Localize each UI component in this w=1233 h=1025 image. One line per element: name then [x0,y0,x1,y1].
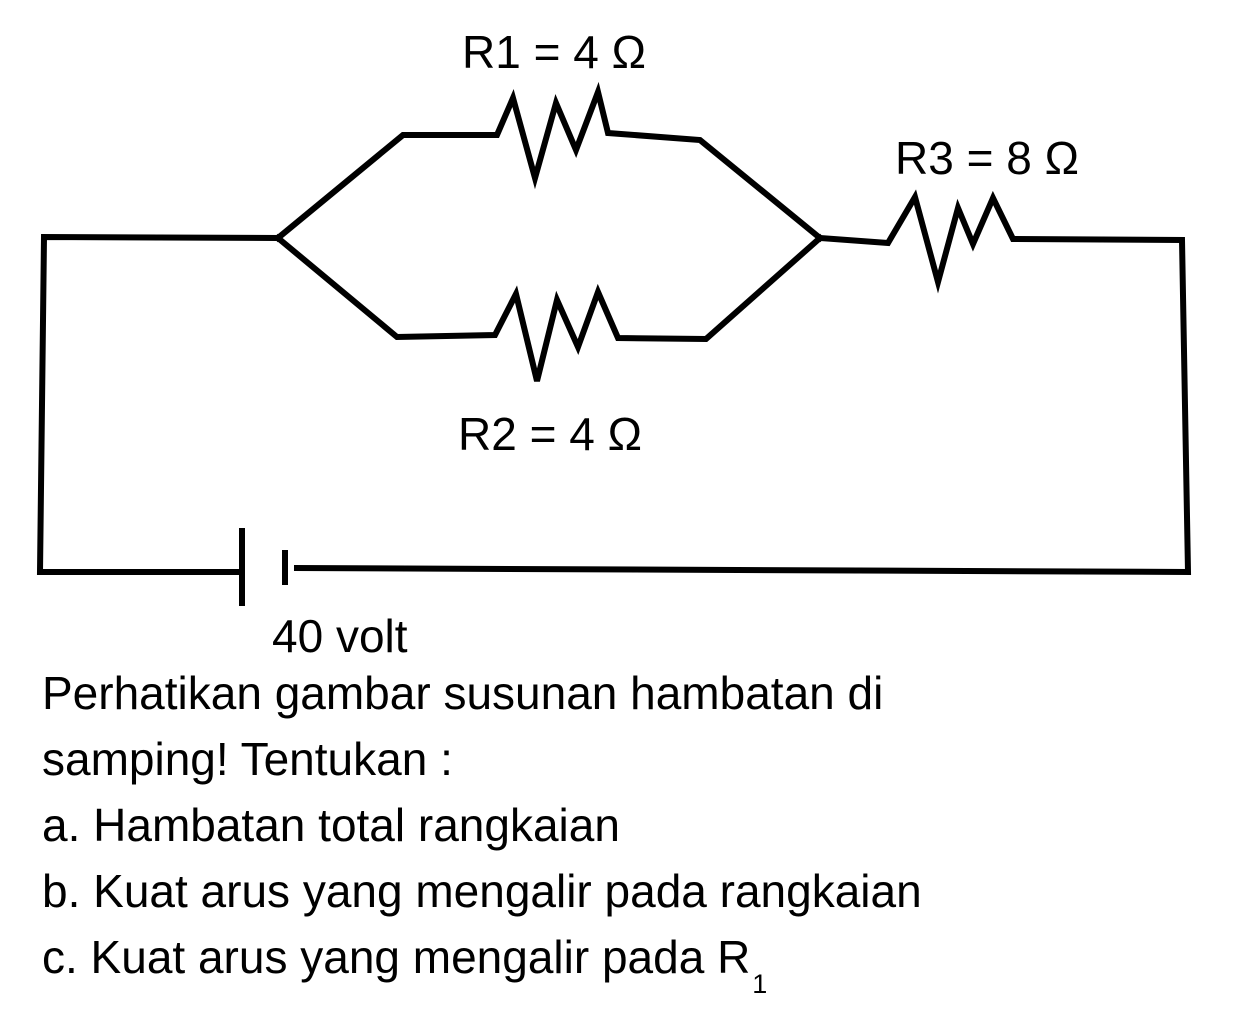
question-item-c-text: c. Kuat arus yang mengalir pada R [42,931,751,983]
question-item-c [42,924,1222,997]
wire-top-branch [278,92,820,238]
wire-bottom-branch [278,238,820,381]
r1-label: R1 = 4 Ω [462,26,646,78]
battery-label: 40 volt [272,610,408,660]
question-text [42,660,1222,997]
r3-label: R3 = 8 Ω [895,132,1079,184]
question-item-c-subscript: 1 [752,969,768,999]
wire-left-side [40,237,278,572]
r2-label: R2 = 4 Ω [458,408,642,460]
question-intro-line1: Perhatikan gambar susunan hambatan di [42,667,884,719]
question-intro-line2: samping! Tentukan : [42,733,453,785]
question-item-b: b. Kuat arus yang mengalir pada rangkaian [42,865,922,917]
wire-r3-branch [297,197,1188,572]
question-item-a: a. Hambatan total rangkaian [42,799,620,851]
